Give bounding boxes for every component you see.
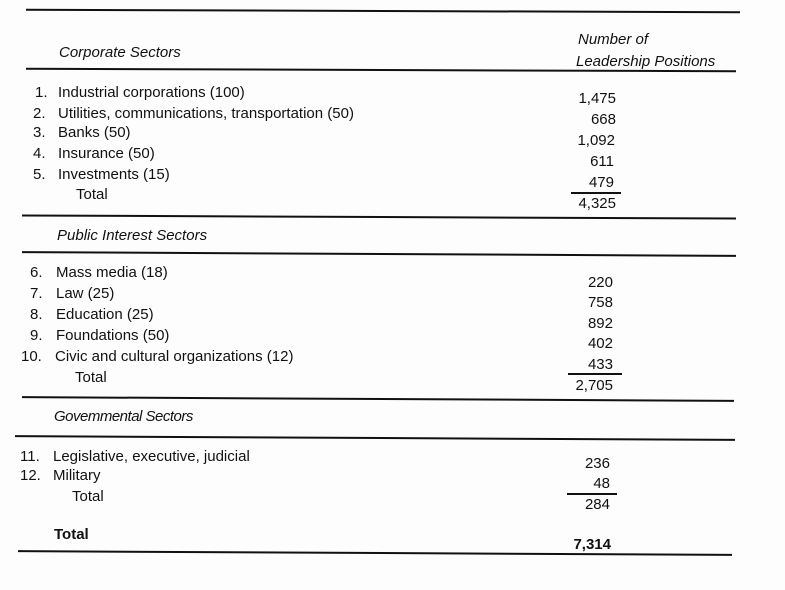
row-value: 479 [588, 174, 614, 191]
row-value: 758 [587, 294, 613, 311]
row-label: Industrial corporations (100) [58, 84, 245, 101]
section-title: Govemmental Sectors [54, 408, 193, 425]
row-number: 3. [33, 124, 46, 141]
bottom-rule [18, 550, 732, 556]
row-number: 2. [33, 105, 46, 122]
row-number: 9. [30, 327, 43, 344]
row-number: 5. [33, 166, 46, 183]
row-label: Military [53, 467, 101, 484]
row-label: Investments (15) [58, 166, 170, 183]
subtotal-label: Total [75, 369, 107, 386]
row-label: Law (25) [56, 285, 115, 302]
row-label: Utilities, communications, transportation (50) [58, 105, 354, 122]
section-rule [22, 396, 734, 402]
grand-total-label: Total [54, 526, 89, 543]
row-label: Education (25) [56, 306, 154, 323]
row-number: 4. [33, 145, 46, 162]
row-value: 48 [593, 475, 610, 492]
row-number: 7. [30, 285, 43, 302]
section-header-rule [22, 251, 736, 257]
row-number: 12. [20, 467, 41, 484]
row-value: 433 [587, 356, 613, 373]
row-value: 892 [587, 315, 613, 332]
row-label: Insurance (50) [58, 145, 155, 162]
row-label: Banks (50) [58, 124, 131, 141]
sum-rule [568, 373, 622, 375]
row-label: Foundations (50) [56, 327, 170, 344]
subtotal-value: 2,705 [575, 377, 613, 394]
subtotal-label: Total [76, 186, 108, 203]
sum-rule [571, 192, 621, 194]
section-rule [22, 214, 736, 219]
row-value: 402 [587, 335, 613, 352]
top-rule [26, 9, 740, 13]
column-header-value-line2: Leadership Positions [576, 53, 716, 70]
row-label: Legislative, executive, judicial [53, 448, 250, 465]
column-header-value-line1: Number of [578, 31, 649, 48]
section-header-rule [15, 435, 735, 441]
row-number: 10. [21, 348, 42, 365]
row-label: Civic and cultural organizations (12) [55, 348, 294, 365]
grand-total-value: 7,314 [573, 536, 611, 553]
row-value: 1,475 [578, 90, 616, 107]
row-number: 8. [30, 306, 43, 323]
subtotal-label: Total [72, 488, 104, 505]
sum-rule [567, 493, 617, 495]
row-label: Mass media (18) [56, 264, 168, 281]
row-number: 6. [30, 264, 43, 281]
row-value: 668 [590, 111, 616, 128]
row-value: 1,092 [577, 132, 615, 149]
column-header-sector: Corporate Sectors [59, 44, 181, 61]
subtotal-value: 284 [584, 496, 610, 513]
row-number: 1. [35, 84, 48, 101]
row-value: 236 [584, 455, 610, 472]
section-title: Public Interest Sectors [57, 227, 208, 244]
row-value: 220 [587, 274, 613, 291]
row-value: 611 [590, 153, 614, 170]
subtotal-value: 4,325 [578, 195, 616, 212]
row-number: 11. [20, 448, 40, 465]
